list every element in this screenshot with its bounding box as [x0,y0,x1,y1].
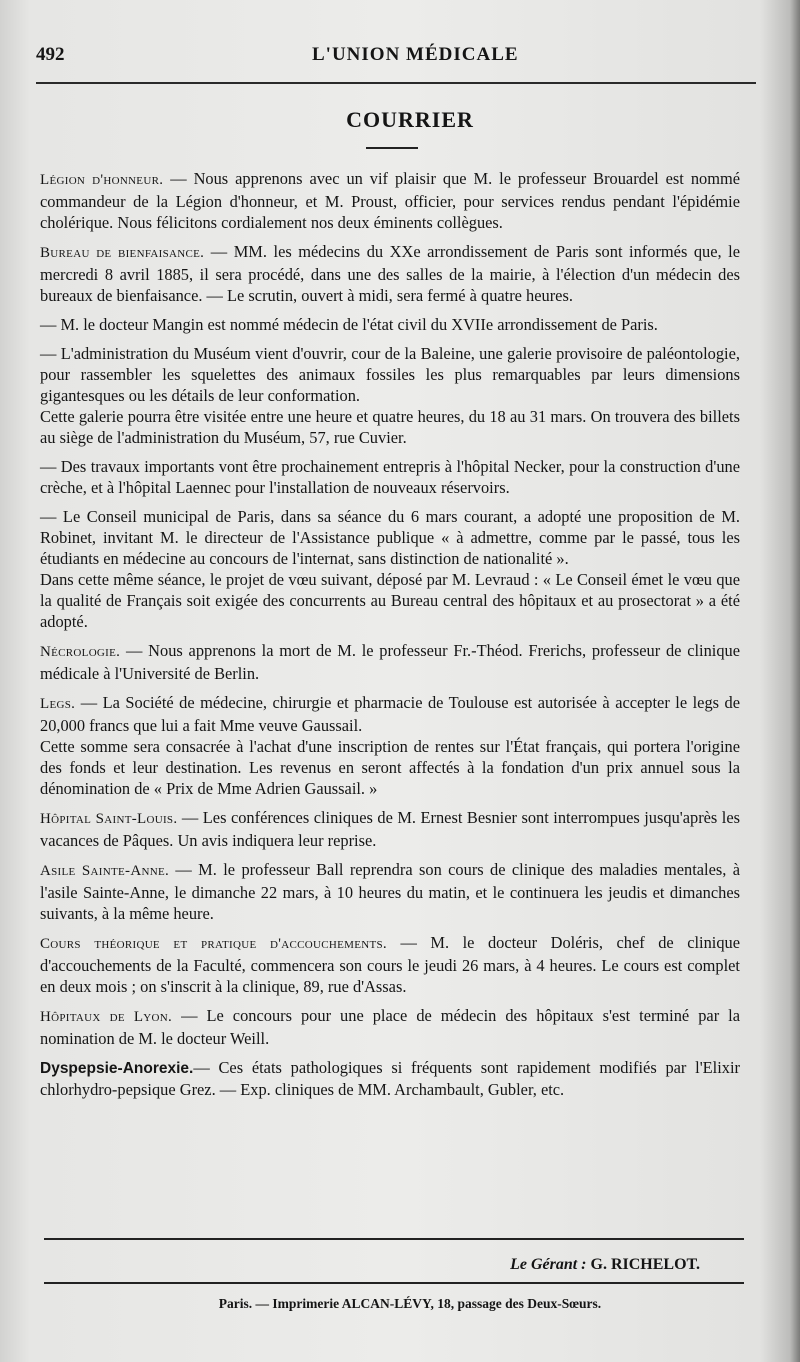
printer-imprint: Paris. — Imprimerie ALCAN-LÉVY, 18, passage des Deux-Sœurs. [218,1296,602,1311]
paragraph-lead: Bureau de bienfaisance. [40,245,205,261]
signature-name: G. RICHELOT. [590,1256,700,1273]
journal-title: L'UNION MÉDICALE [312,44,519,65]
paragraph-text: — M. le docteur Mangin est nommé médecin de l'état civil du XVIIe arrondissement de Paris. [40,315,658,334]
paragraph-text: Dans cette même séance, le projet de vœu suivant, déposé par M. Levraud : « Le Conseil émet le vœu que la qualité de Français soit exigée des concurrents au Bureau central des hôpitaux et au prosectorat » a été adopté. [40,570,740,631]
paragraph-lead: Legs. [40,696,76,712]
page-header [36,44,756,74]
footer-rule-top [44,1238,744,1240]
paragraph-museum [40,343,740,406]
paragraph-lead: Asile Sainte-Anne. [40,863,170,879]
paragraph-bureau-bienfaisance [40,241,740,306]
paragraph-voeu [40,569,740,632]
page-number: 492 [36,44,65,65]
paragraph-lead: Hôpital Saint-Louis. [40,811,178,827]
paragraph-hopital-saint-louis [40,807,740,851]
paragraph-lead: Légion d'honneur. [40,172,164,188]
paragraph-mangin [40,314,740,335]
advertisement-text: — Ces états pathologiques si fréquents sont rapidement modifiés par l'Elixir chlorhydro-pepsique Grez. — Exp. cliniques de MM. Archambault, Gubler, etc. [40,1058,740,1099]
paragraph-text: — Le Conseil municipal de Paris, dans sa séance du 6 mars courant, a adopté une proposition de M. Robinet, invitant M. le directeur de l'Assistance publique « à admettre, comme par le passé, tous les étudiants en médecine au concours de l'internat, sans distinction de nationalité ». [40,507,740,568]
paragraph-text: — Nous apprenons la mort de M. le professeur Fr.-Théod. Frerichs, professeur de clinique médicale à l'Université de Berlin. [40,641,740,683]
header-rule [36,82,756,84]
paragraph-legion-honneur [40,168,740,233]
paragraph-museum-visits [40,406,740,448]
paragraph-lead: Hôpitaux de Lyon. [40,1009,173,1025]
paragraph-asile-sainte-anne [40,859,740,924]
paragraph-cours-accouchements [40,932,740,997]
section-title: COURRIER [346,107,474,132]
footer-rule-bottom [44,1282,744,1284]
paragraph-hopitaux-lyon [40,1005,740,1049]
paragraph-text: — Nous apprenons avec un vif plaisir que M. le professeur Brouardel est nommé commandeur de la Légion d'honneur, et M. Proust, officier, pour services rendus pendant l'épidémie cholérique. Nous félicitons cordialement nos deux éminents collègues. [40,169,740,232]
paragraph-text: Cette somme sera consacrée à l'achat d'une inscription de rentes sur l'État français, qui portera l'origine des fonds et leur destination. Les revenus en seront affectés à la fondation d'un prix annuel sous la dénomination de « Prix de Mme Adrien Gaussail. » [40,737,740,798]
paragraph-legs [40,692,740,736]
paragraph-lead: Nécrologie. [40,644,121,660]
signature-label: Le Gérant : [510,1256,587,1273]
paragraph-necrologie [40,640,740,684]
signature [40,1256,700,1274]
paragraph-legs-detail [40,736,740,799]
paragraph-text: — MM. les médecins du XXe arrondissement de Paris sont informés que, le mercredi 8 avril 1885, il sera procédé, dans une des salles de la mairie, à l'élection d'un médecin des bureaux de bienfaisance. — Le scrutin, ouvert à midi, sera fermé à quatre heures. [40,242,741,305]
advertisement [40,1057,740,1100]
paragraph-text: — L'administration du Muséum vient d'ouvrir, cour de la Baleine, une galerie provisoire de paléontologie, pour rassembler les squelettes des animaux fossiles les plus remarquables par leurs dimensions gigantesques ou les détails de leur conformation. [40,344,740,405]
paragraph-text: — M. le professeur Ball reprendra son cours de clinique des maladies mentales, à l'asile Sainte-Anne, le dimanche 22 mars, à 10 heures du matin, et le continuera les jeudis et dimanches suivants, à la même heure. [40,860,740,923]
article-body [40,160,740,1100]
paragraph-travaux [40,456,740,498]
paragraph-text: — M. le docteur Doléris, chef de clinique d'accouchements de la Faculté, commencera son cours le jeudi 26 mars, à 4 heures. Le cours est complet en deux mois ; on s'inscrit à la clinique, 89, rue d'Assas. [40,933,740,996]
paragraph-text: Cette galerie pourra être visitée entre une heure et quatre heures, du 18 au 31 mars. On trouvera des billets au siège de l'administration du Muséum, 57, rue Cuvier. [40,407,740,447]
advertisement-lead: Dyspepsie-Anorexie. [40,1060,194,1077]
paragraph-conseil-municipal [40,506,740,569]
paragraph-text: — Le concours pour une place de médecin des hôpitaux s'est terminé par la nomination de M. le docteur Weill. [40,1006,740,1048]
paragraph-text: — La Société de médecine, chirurgie et pharmacie de Toulouse est autorisée à accepter le legs de 20,000 francs que lui a fait Mme veuve Gaussail. [40,693,740,735]
paragraph-text: — Des travaux importants vont être prochainement entrepris à l'hôpital Necker, pour la construction d'une crèche, et à l'hôpital Laennec pour l'installation de nouveaux réservoirs. [40,457,740,497]
paragraph-text: — Les conférences cliniques de M. Ernest Besnier sont interrompues jusqu'après les vacances de Pâques. Un avis indiquera leur reprise. [40,808,741,850]
paragraph-lead: Cours théorique et pratique d'accouchements. [40,936,387,952]
title-dash [366,147,418,149]
